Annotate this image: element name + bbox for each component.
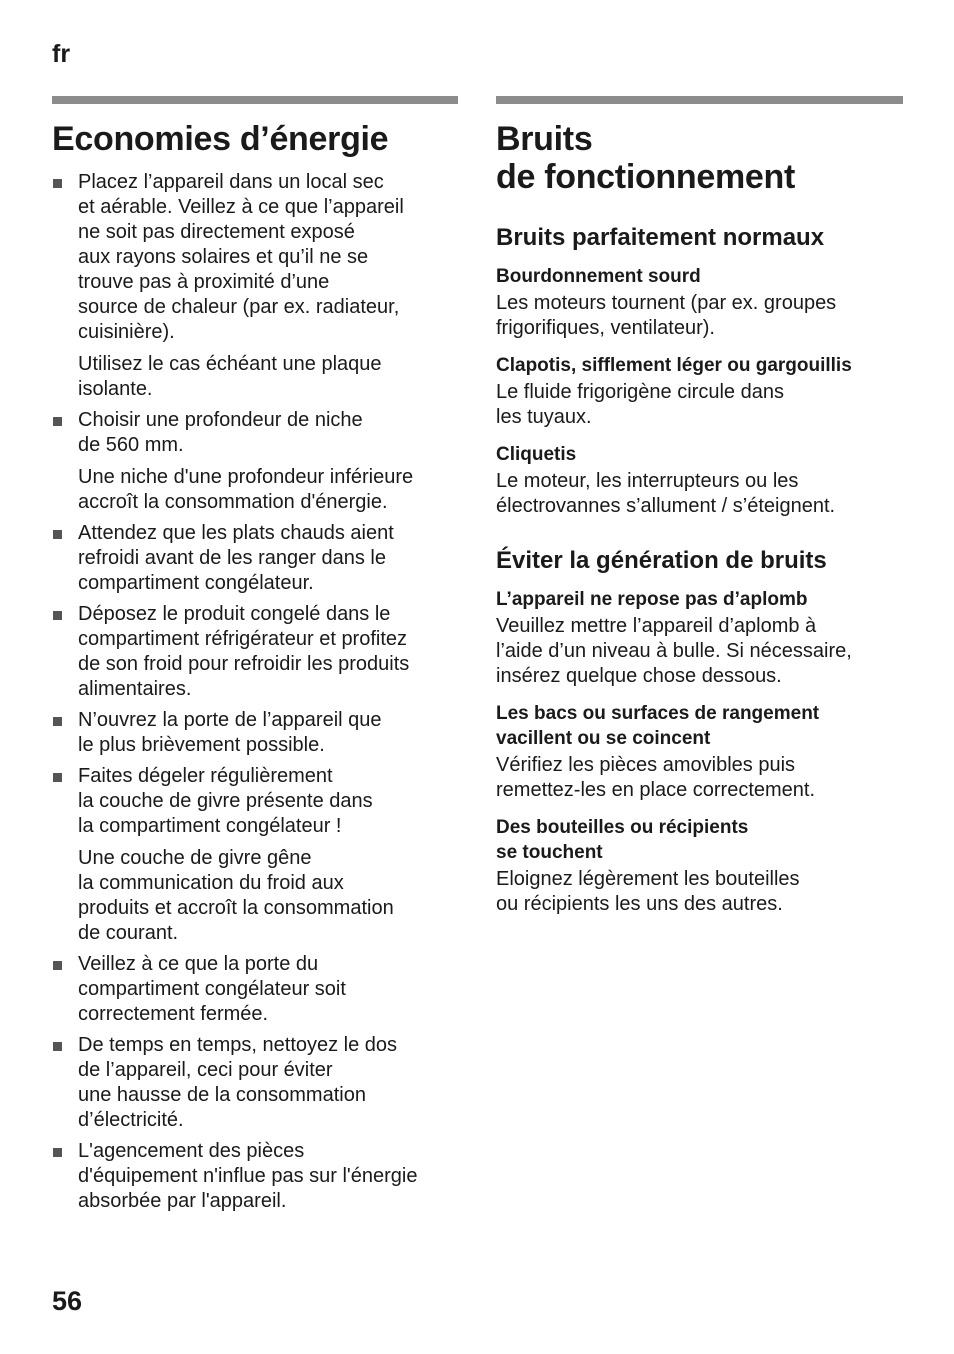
energy-tip-note-line: accroît la consommation d'énergie. <box>78 491 388 513</box>
energy-tip-note <box>78 846 458 946</box>
energy-tip-text <box>78 1033 458 1133</box>
energy-tip-line: source de chaleur (par ex. radiateur, <box>78 296 400 318</box>
energy-tip-text <box>78 521 458 596</box>
bullet-square-icon <box>53 961 62 970</box>
noise-entry-title-line: se touchent <box>496 842 603 863</box>
noise-entry-title-line: Les bacs ou surfaces de rangement <box>496 703 820 724</box>
energy-tip-note <box>78 352 458 402</box>
energy-tip-note <box>78 465 458 515</box>
energy-tip-line: de l’appareil, ceci pour éviter <box>78 1059 333 1081</box>
energy-tip-note-line: la communication du froid aux <box>78 872 344 894</box>
noise-entry-title <box>496 701 903 751</box>
noise-column <box>496 96 903 917</box>
noise-entry-title <box>496 442 903 467</box>
energy-tip-text <box>78 1139 458 1214</box>
energy-tip-line: Veillez à ce que la porte du <box>78 953 319 975</box>
bullet-square-icon <box>53 611 62 620</box>
energy-tip-line: compartiment congélateur soit <box>78 978 346 1000</box>
noise-entry-title <box>496 353 903 378</box>
bullet-square-icon <box>53 717 62 726</box>
energy-tip-line: d’électricité. <box>78 1109 184 1131</box>
noise-entry-text <box>496 291 903 341</box>
noise-entry-line: Eloignez légèrement les bouteilles <box>496 868 800 890</box>
noise-entry-line: insérez quelque chose dessous. <box>496 665 782 687</box>
energy-tip-item <box>52 602 458 702</box>
energy-tip-note-line: Une couche de givre gêne <box>78 847 312 869</box>
energy-tip-line: de son froid pour refroidir les produits <box>78 653 410 675</box>
noise-entry-text <box>496 753 903 803</box>
noise-entry-line: Vérifiez les pièces amovibles puis <box>496 754 796 776</box>
noise-entry-title-line: Cliquetis <box>496 444 577 465</box>
noise-entry-title-line: Des bouteilles ou récipients <box>496 817 749 838</box>
energy-tip-item <box>52 764 458 946</box>
energy-tip-line: Déposez le produit congelé dans le <box>78 603 391 625</box>
bullet-square-icon <box>53 530 62 539</box>
energy-tip-text <box>78 170 458 345</box>
energy-tip-text <box>78 764 458 839</box>
energy-tip-line: N’ouvrez la porte de l’appareil que <box>78 709 382 731</box>
energy-saving-title: Economies d’énergie <box>52 120 389 158</box>
energy-tip-line: Attendez que les plats chauds aient <box>78 522 394 544</box>
energy-tip-item <box>52 521 458 596</box>
energy-saving-column <box>52 96 458 1220</box>
noise-section-heading: Bruits parfaitement normaux <box>496 224 825 251</box>
noise-title <box>496 120 903 196</box>
energy-tip-item <box>52 1139 458 1214</box>
energy-tip-line: cuisinière). <box>78 321 175 343</box>
energy-tip-line: compartiment réfrigérateur et profitez <box>78 628 408 650</box>
energy-tip-line: refroidi avant de les ranger dans le <box>78 547 386 569</box>
energy-tip-line: une hausse de la consommation <box>78 1084 366 1106</box>
energy-tip-text <box>78 708 458 758</box>
bullet-square-icon <box>53 1042 62 1051</box>
noise-entry-title <box>496 587 903 612</box>
page-number: 56 <box>52 1286 83 1316</box>
energy-tip-note-line: isolante. <box>78 378 153 400</box>
energy-tip-line: d'équipement n'influe pas sur l'énergie <box>78 1165 418 1187</box>
noise-entry-title <box>496 815 903 865</box>
energy-tip-text <box>78 602 458 702</box>
energy-tip-line: Placez l’appareil dans un local sec <box>78 171 384 193</box>
noise-sections <box>496 224 903 917</box>
noise-entry-line: Le fluide frigorigène circule dans <box>496 381 784 403</box>
noise-entry-line: remettez-les en place correctement. <box>496 779 816 801</box>
energy-tip-item <box>52 952 458 1027</box>
energy-tip-note-line: produits et accroît la consommation <box>78 897 394 919</box>
energy-tip-text <box>78 408 458 458</box>
energy-tip-line: Choisir une profondeur de niche <box>78 409 363 431</box>
bullet-square-icon <box>53 179 62 188</box>
noise-entry-line: les tuyaux. <box>496 406 592 428</box>
bullet-square-icon <box>53 417 62 426</box>
energy-tip-note-line: de courant. <box>78 922 179 944</box>
energy-tip-text <box>78 952 458 1027</box>
energy-tip-line: Faites dégeler régulièrement <box>78 765 333 787</box>
energy-tip-line: la compartiment congélateur ! <box>78 815 342 837</box>
noise-entry-line: frigorifiques, ventilateur). <box>496 317 715 339</box>
noise-entry-text <box>496 614 903 689</box>
noise-entry-line: Le moteur, les interrupteurs ou les <box>496 470 799 492</box>
energy-tip-line: aux rayons solaires et qu’il ne se <box>78 246 369 268</box>
noise-entry-text <box>496 469 903 519</box>
energy-tip-line: et aérable. Veillez à ce que l’appareil <box>78 196 404 218</box>
energy-tip-line: trouve pas à proximité d’une <box>78 271 330 293</box>
energy-tip-line: L'agencement des pièces <box>78 1140 305 1162</box>
noise-entry-title-line: Bourdonnement sourd <box>496 266 701 287</box>
noise-entry-title-line: L’appareil ne repose pas d’aplomb <box>496 589 808 610</box>
energy-tip-line: De temps en temps, nettoyez le dos <box>78 1034 398 1056</box>
energy-tip-note-line: Une niche d'une profondeur inférieure <box>78 466 414 488</box>
noise-entry-line: Les moteurs tournent (par ex. groupes <box>496 292 837 314</box>
energy-tip-line: compartiment congélateur. <box>78 572 314 594</box>
noise-entry-title-line: Clapotis, sifflement léger ou gargouillis <box>496 355 852 376</box>
energy-tip-line: absorbée par l'appareil. <box>78 1190 287 1212</box>
noise-entry-line: ou récipients les uns des autres. <box>496 893 783 915</box>
energy-tips-list <box>52 170 458 1214</box>
noise-entry-title <box>496 264 903 289</box>
energy-tip-note-line: Utilisez le cas échéant une plaque <box>78 353 382 375</box>
energy-tip-item <box>52 708 458 758</box>
energy-tip-item <box>52 170 458 402</box>
energy-tip-line: le plus brièvement possible. <box>78 734 325 756</box>
energy-tip-line: la couche de givre présente dans <box>78 790 373 812</box>
bullet-square-icon <box>53 1148 62 1157</box>
noise-entry-text <box>496 867 903 917</box>
energy-tip-item <box>52 408 458 515</box>
noise-entry-line: Veuillez mettre l’appareil d’aplomb à <box>496 615 817 637</box>
noise-entry-line: électrovannes s’allument / s’éteignent. <box>496 495 836 517</box>
energy-tip-line: correctement fermée. <box>78 1003 269 1025</box>
bullet-square-icon <box>53 773 62 782</box>
energy-tip-line: de 560 mm. <box>78 434 184 456</box>
noise-section-heading: Éviter la génération de bruits <box>496 547 827 574</box>
language-code: fr <box>52 40 71 68</box>
noise-entry-text <box>496 380 903 430</box>
energy-tip-line: alimentaires. <box>78 678 192 700</box>
energy-tip-item <box>52 1033 458 1133</box>
noise-entry-title-line: vacillent ou se coincent <box>496 728 711 749</box>
section-rule <box>496 96 903 104</box>
section-rule <box>52 96 458 104</box>
noise-title-line: de fonctionnement <box>496 158 796 196</box>
energy-tip-line: ne soit pas directement exposé <box>78 221 355 243</box>
noise-entry-line: l’aide d’un niveau à bulle. Si nécessaire, <box>496 640 852 662</box>
noise-title-line: Bruits <box>496 120 593 158</box>
